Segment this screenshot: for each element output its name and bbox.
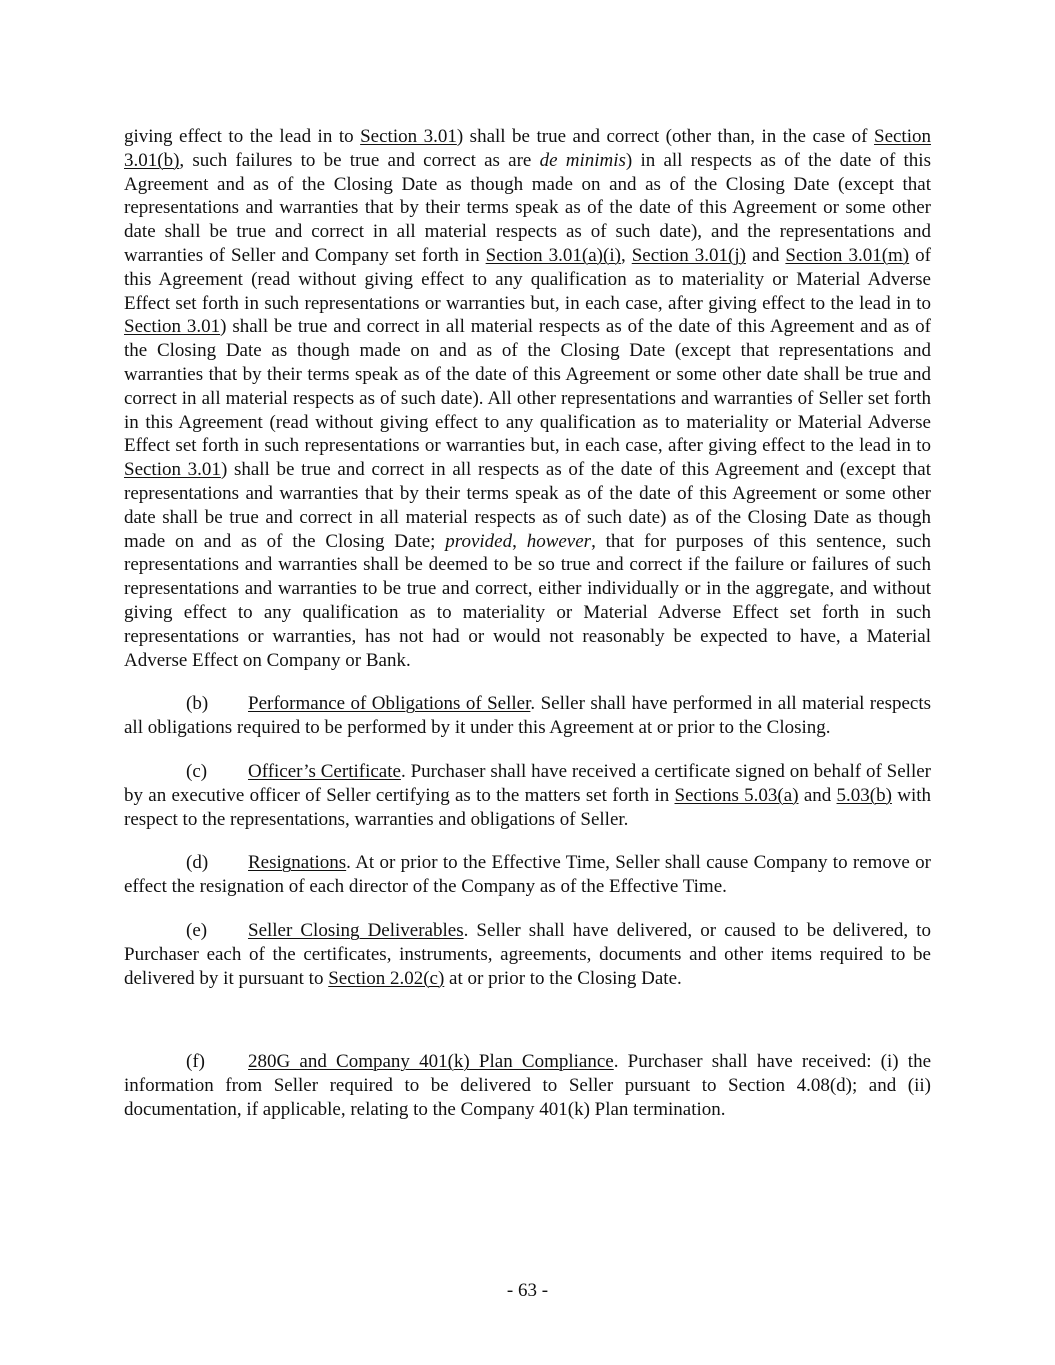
text: . Seller shall have performed in all material respects all obligations required to be performed by it under this Agreement at or prior to the Closing. [124, 693, 931, 739]
text: , [620, 244, 632, 266]
spacer [124, 990, 931, 1050]
text: . At or prior to the Effective Time, Seller shall cause Company to remove or effect the resignation of each director of the Company as of the Effective Time. [124, 852, 931, 898]
text: , [512, 530, 527, 552]
item-label: (c) [186, 760, 208, 782]
item-label: (d) [186, 852, 209, 874]
text: , such failures to be true and correct as are [179, 149, 540, 171]
text: with respect to the representations, warranties and obligations of Seller. [124, 784, 931, 830]
item-label: (e) [186, 919, 208, 941]
section-reference: Section 2.02(c) [328, 967, 445, 989]
spacer [124, 740, 931, 760]
text: of this Agreement (read without giving effect to any qualification as to materiality or Material Adverse Effect set forth in such representations or warranties but, in each case, after giving effect to the lead in to [124, 244, 931, 314]
paragraph-c [124, 760, 931, 831]
text: ) shall be true and correct in all respects as of the date of this Agreement and (except that representations and warranties that by their terms speak as of the date of this Agreement or some other date shall be true and correct in all material respects as of such date) as of the Closing Date as though made on and as of the Closing Date; [124, 459, 931, 552]
section-reference: Section 3.01(b) [124, 126, 931, 171]
item-heading: 280G and Company 401(k) Plan Compliance [248, 1051, 614, 1073]
page-number: - 63 - [506, 1280, 549, 1301]
paragraph-intro [124, 125, 931, 672]
text: at or prior to the Closing Date. [444, 967, 682, 989]
section-reference: Section 3.01(m) [785, 244, 910, 266]
text: ) shall be true and correct in all material respects as of the date of this Agreement and as of the Closing Date as though made on and as of the Closing Date (except that representations and warranties that by their terms speak as of the date of this Agreement or some other date shall be true and correct in all material respects as of such date). All other representations and warranties of Seller set forth in this Agreement (read without giving effect to any qualification as to materiality or Material Adverse Effect set forth in such representations or warranties but, in each case, after giving effect to the lead in to [124, 316, 931, 457]
italic-term: however [526, 530, 592, 552]
text: giving effect to the lead in to [124, 126, 361, 147]
spacer [124, 672, 931, 692]
paragraph-f [124, 1050, 931, 1121]
italic-term: de minimis [539, 149, 626, 171]
item-label: (f) [186, 1051, 205, 1073]
text: . Seller shall have delivered, or caused to be delivered, to Purchaser each of the certificates, instruments, agreements, documents and other items required to be delivered by it pursuant to [124, 919, 931, 989]
text: . Purchaser shall have received: (i) the information from Seller required to be delivered to Seller pursuant to Section 4.08(d); and (ii) documentation, if applicable, relating to the Company 401(k) Plan termination. [124, 1051, 932, 1120]
section-reference: 5.03(b) [836, 784, 892, 806]
text: , that for purposes of this sentence, such representations and warranties shall be deemed to be so true and correct if the failure or failures of such representations and warranties to be true and correct, either individually or in the aggregate, and without giving effect to any qualification as to materiality or Material Adverse Effect set forth in such representations or warranties, has not had or would not reasonably be expected to have, a Material Adverse Effect on Company or Bank. [124, 530, 931, 671]
text: ) in all respects as of the date of this Agreement and as of the Closing Date as though made on and as of the Closing Date (except that representations and warranties that by their terms speak as of the date of this Agreement or some other date shall be true and correct in all material respects as of such date), and the representations and warranties of Seller and Company set forth in [124, 149, 931, 266]
item-heading: Seller Closing Deliverables [248, 919, 464, 941]
paragraph-d [124, 851, 931, 899]
text: . Purchaser shall have received a certificate signed on behalf of Seller by an executive officer of Seller certifying as to the matters set forth in [124, 760, 931, 806]
item-heading: Officer’s Certificate [248, 760, 401, 782]
section-reference: Section 3.01(j) [631, 244, 746, 266]
document-body [124, 125, 931, 1122]
text: and [798, 784, 837, 806]
item-heading: Performance of Obligations of Seller [248, 693, 531, 715]
paragraph-e [124, 919, 931, 990]
item-label: (b) [186, 693, 209, 715]
italic-term: provided [445, 530, 513, 552]
section-reference: Section 3.01(a)(i) [485, 244, 621, 266]
spacer [124, 899, 931, 919]
item-heading: Resignations [248, 852, 347, 874]
section-reference: Section 3.01 [124, 316, 221, 338]
text: and [745, 244, 786, 266]
section-reference: Section 3.01 [360, 126, 457, 147]
paragraph-b [124, 692, 931, 740]
section-reference: Sections 5.03(a) [674, 784, 799, 806]
section-reference: Section 3.01 [124, 459, 221, 481]
text: ) shall be true and correct (other than, in the case of [456, 126, 874, 147]
spacer [124, 831, 931, 851]
